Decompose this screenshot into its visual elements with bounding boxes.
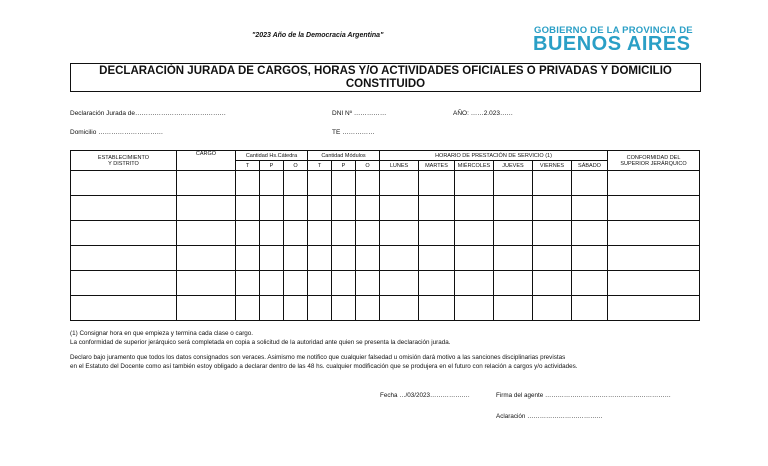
note-1: (1) Consignar hora en que empieza y termina cada clase o cargo. <box>70 330 254 337</box>
table-cell[interactable] <box>236 221 260 246</box>
te-field: TE …………… <box>332 129 375 136</box>
sub-cat-t: T <box>236 161 260 171</box>
table-cell[interactable] <box>494 271 533 296</box>
header-cargo: CARGO <box>177 151 236 171</box>
day-lunes: LUNES <box>380 161 419 171</box>
table-cell[interactable] <box>308 196 332 221</box>
table-cell[interactable] <box>455 246 494 271</box>
table-cell[interactable] <box>308 296 332 321</box>
table-cell[interactable] <box>332 171 356 196</box>
firma-field: Firma del agente …………………………………………………… <box>496 392 671 399</box>
table-cell[interactable] <box>419 171 455 196</box>
table-row <box>71 221 700 246</box>
table-cell[interactable] <box>494 246 533 271</box>
table-cell[interactable] <box>608 246 700 271</box>
table-cell[interactable] <box>572 271 608 296</box>
header-conformidad-line2: SUPERIOR JERÁRQUICO <box>620 160 687 167</box>
logo-main-text: BUENOS AIRES <box>533 33 691 55</box>
table-cell[interactable] <box>177 246 236 271</box>
table-cell[interactable] <box>260 296 284 321</box>
fecha-field: Fecha …/03/2023………………. <box>380 392 470 399</box>
header-horario: HORARIO DE PRESTACIÓN DE SERVICIO (1) <box>380 151 608 161</box>
table-cell[interactable] <box>380 221 419 246</box>
table-row <box>71 271 700 296</box>
table-cell[interactable] <box>284 246 308 271</box>
sub-cat-p: P <box>260 161 284 171</box>
table-cell[interactable] <box>533 171 572 196</box>
logo-top-text: GOBIERNO DE LA PROVINCIA DE <box>534 25 693 36</box>
table-cell[interactable] <box>572 196 608 221</box>
table-cell[interactable] <box>494 221 533 246</box>
sub-mod-t: T <box>308 161 332 171</box>
header-establecimiento-line1: ESTABLECIMIENTO <box>97 154 150 161</box>
table-cell[interactable] <box>308 221 332 246</box>
table-cell[interactable] <box>455 196 494 221</box>
table-cell[interactable] <box>284 171 308 196</box>
table-cell[interactable] <box>494 296 533 321</box>
table-cell[interactable] <box>284 271 308 296</box>
table-cell[interactable] <box>177 271 236 296</box>
table-cell[interactable] <box>356 221 380 246</box>
table-cell[interactable] <box>380 296 419 321</box>
table-cell[interactable] <box>236 271 260 296</box>
note-2: La conformidad de superior jerárquico será completada en copia a solicitud de la autoridad ante quien se presenta la declaración jurada. <box>70 339 451 346</box>
table-cell[interactable] <box>608 171 700 196</box>
table-cell[interactable] <box>533 221 572 246</box>
day-miercoles: MIÉRCOLES <box>455 161 494 171</box>
table-cell[interactable] <box>71 171 177 196</box>
table-cell[interactable] <box>71 221 177 246</box>
table-cell[interactable] <box>533 271 572 296</box>
table-cell[interactable] <box>419 196 455 221</box>
note-3: Declaro bajo juramento que todos los datos consignados son veraces. Asimismo me notifico que cualquier falsedad u omisión dará motivo a las sanciones disciplinarias previstas <box>70 354 566 361</box>
table-cell[interactable] <box>177 171 236 196</box>
header-conformidad-line1: CONFORMIDAD DEL <box>626 154 681 161</box>
sub-mod-o: O <box>356 161 380 171</box>
day-jueves: JUEVES <box>494 161 533 171</box>
table-cell[interactable] <box>494 196 533 221</box>
table-cell[interactable] <box>572 221 608 246</box>
table-cell[interactable] <box>236 296 260 321</box>
table-cell[interactable] <box>332 296 356 321</box>
table-cell[interactable] <box>455 296 494 321</box>
document-title <box>70 63 701 92</box>
table-cell[interactable] <box>419 246 455 271</box>
table-cell[interactable] <box>332 271 356 296</box>
title-line-2: CONSTITUIDO <box>345 78 426 90</box>
table-row <box>71 246 700 271</box>
table-cell[interactable] <box>308 271 332 296</box>
table-row <box>71 171 700 196</box>
table-cell[interactable] <box>455 171 494 196</box>
table-cell[interactable] <box>236 246 260 271</box>
table-body <box>71 171 700 321</box>
table-cell[interactable] <box>380 171 419 196</box>
aclaracion-field: Aclaración ……………………………… <box>496 413 603 420</box>
table-cell[interactable] <box>332 221 356 246</box>
table-cell[interactable] <box>71 196 177 221</box>
header-modulos: Cantidad Módulos <box>308 151 380 161</box>
table-cell[interactable] <box>455 221 494 246</box>
table-cell[interactable] <box>419 221 455 246</box>
table-cell[interactable] <box>356 246 380 271</box>
table-cell[interactable] <box>380 246 419 271</box>
table-cell[interactable] <box>177 196 236 221</box>
table-cell[interactable] <box>608 271 700 296</box>
table-cell[interactable] <box>608 221 700 246</box>
motto: "2023 Año de la Democracia Argentina" <box>252 32 384 39</box>
table-row <box>71 196 700 221</box>
anio-field: AÑO: ……2.023…… <box>453 110 513 117</box>
table-cell[interactable] <box>380 271 419 296</box>
table-cell[interactable] <box>260 271 284 296</box>
table-cell[interactable] <box>533 296 572 321</box>
declaration-table <box>70 150 700 321</box>
table-cell[interactable] <box>236 196 260 221</box>
day-sabado: SÁBADO <box>572 161 608 171</box>
table-cell[interactable] <box>356 196 380 221</box>
table-cell[interactable] <box>260 246 284 271</box>
header-establecimiento <box>71 151 177 171</box>
table-cell[interactable] <box>284 221 308 246</box>
table-cell[interactable] <box>177 221 236 246</box>
table-cell[interactable] <box>356 271 380 296</box>
table-cell[interactable] <box>284 296 308 321</box>
table-cell[interactable] <box>260 171 284 196</box>
table-cell[interactable] <box>308 171 332 196</box>
table-cell[interactable] <box>572 171 608 196</box>
sub-cat-o: O <box>284 161 308 171</box>
day-martes: MARTES <box>419 161 455 171</box>
table-row <box>71 296 700 321</box>
header-establecimiento-line2: Y DISTRITO <box>108 160 139 167</box>
table-cell[interactable] <box>284 196 308 221</box>
table-cell[interactable] <box>260 221 284 246</box>
header-hs-catedra: Cantidad Hs.Cátedra <box>236 151 308 161</box>
table-cell[interactable] <box>572 296 608 321</box>
table-cell[interactable] <box>572 246 608 271</box>
table-cell[interactable] <box>332 246 356 271</box>
table-cell[interactable] <box>455 271 494 296</box>
day-viernes: VIERNES <box>533 161 572 171</box>
table-cell[interactable] <box>71 271 177 296</box>
table-cell[interactable] <box>533 246 572 271</box>
table-cell[interactable] <box>608 296 700 321</box>
note-4: en el Estatuto del Docente como así también estoy obligado a declarar dentro de las 48 hs. cualquier modificación que se produjera en el futuro con relación a cargos y/o actividades. <box>70 363 578 370</box>
declaracion-field: Declaración Jurada de…………………………………… <box>70 110 227 117</box>
table-cell[interactable] <box>356 296 380 321</box>
title-line-1: DECLARACIÓN JURADA DE CARGOS, HORAS Y/O ACTIVIDADES OFICIALES O PRIVADAS Y DOMICILIO <box>99 65 672 77</box>
domicilio-field: Domicilio ………………………… <box>70 129 164 136</box>
table-cell[interactable] <box>608 196 700 221</box>
sub-mod-p: P <box>332 161 356 171</box>
table-cell[interactable] <box>260 196 284 221</box>
table-cell[interactable] <box>71 296 177 321</box>
table-cell[interactable] <box>71 246 177 271</box>
table-cell[interactable] <box>177 296 236 321</box>
table-cell[interactable] <box>356 171 380 196</box>
table-cell[interactable] <box>332 196 356 221</box>
table-cell[interactable] <box>380 196 419 221</box>
table-cell[interactable] <box>494 171 533 196</box>
table-cell[interactable] <box>419 271 455 296</box>
header-conformidad <box>608 151 700 171</box>
table-cell[interactable] <box>308 246 332 271</box>
table-cell[interactable] <box>419 296 455 321</box>
dni-field: DNI Nº …………… <box>332 110 387 117</box>
notes <box>70 329 730 371</box>
table-cell[interactable] <box>533 196 572 221</box>
table-cell[interactable] <box>236 171 260 196</box>
